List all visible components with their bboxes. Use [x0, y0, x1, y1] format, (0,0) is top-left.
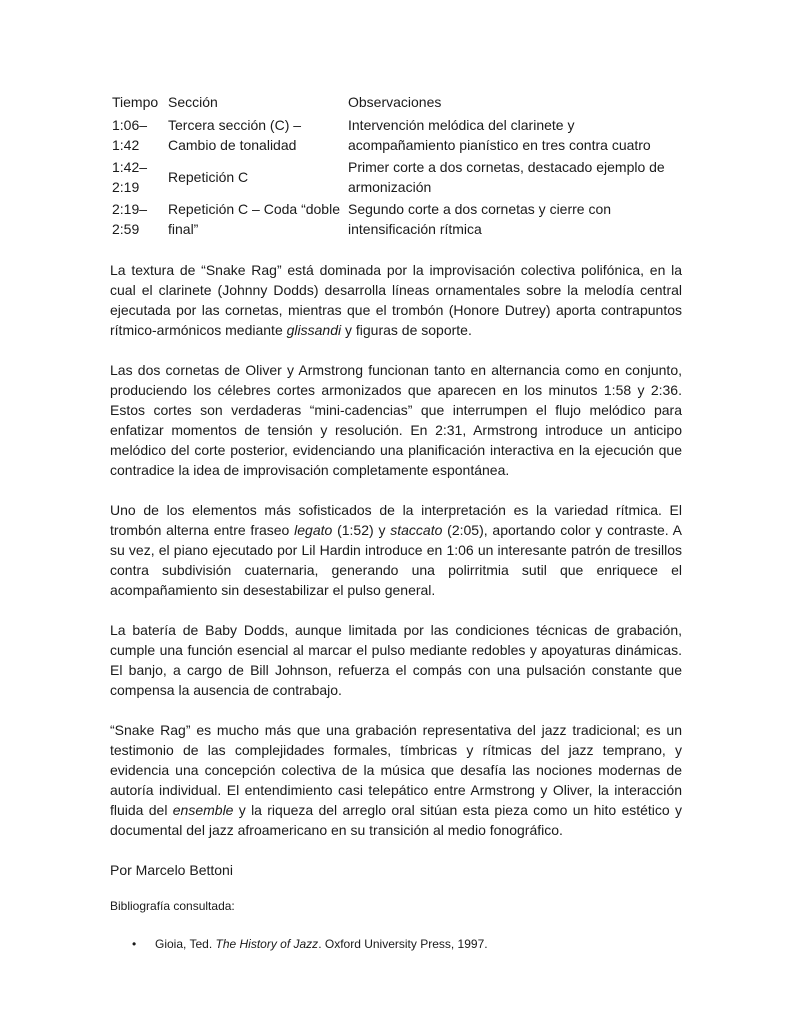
paragraph-cornets: Las dos cornetas de Oliver y Armstrong funcionan tanto en alternancia como en conjunto, produciendo los célebres cortes armonizados que aparecen en los minutos 1:58 y 2:36. Estos cortes son verdaderas “mini-cadencias” que interrumpen el flujo melódico para enfatizar momentos de tensión y resolución. En 2:31, Armstrong introduce un anticipo melódico del corte posterior, evidenciando una planificación interactiva en la ejecución que contradice la idea de improvisación completamente espontánea.: [110, 362, 682, 478]
paragraph-text: (2:05), aportando color y contraste. A su vez, el piano ejecutado por Lil Hardin introduce en 1:06 un interesante patrón de tresillos contra subdivisión cuaternaria, generando una polirritmia sutil que enriquece el acompañamiento sin desestabilizar el pulso general.: [110, 522, 682, 598]
bullet-icon: •: [132, 937, 137, 951]
author-signature: Por Marcelo Bettoni: [110, 862, 233, 878]
cell-notes: Primer corte a dos cornetas, destacado ejemplo de armonización: [348, 159, 665, 195]
paragraph-drums-banjo: La batería de Baby Dodds, aunque limitada por las condiciones técnicas de grabación, cumple una función esencial al marcar el pulso mediante redobles y apoyaturas dinámicas. El banjo, a cargo de Bill Johnson, refuerza el compás con una pulsación constante que compensa la ausencia de contrabajo.: [110, 622, 682, 698]
emphasis-text: staccato: [390, 522, 443, 538]
table-header-row: [112, 92, 682, 115]
cell-time: 2:19– 2:59: [112, 201, 148, 237]
paragraph-rhythm: [110, 500, 682, 600]
paragraph-conclusion: [110, 720, 682, 840]
timeline-table: [112, 92, 682, 241]
list-item: [110, 935, 682, 953]
table-row: [112, 115, 682, 157]
paragraph-text: Uno de los elementos más sofisticados de la interpretación es la variedad rítmica. El trombón alterna entre fraseo: [110, 502, 682, 538]
paragraph-text: y la riqueza del arreglo oral sitúan esta pieza como un hito estético y documental del jazz afroamericano en su transición al medio fonográfico.: [110, 802, 683, 838]
header-section: Sección: [168, 94, 218, 110]
cell-notes: Intervención melódica del clarinete y acompañamiento pianístico en tres contra cuatro: [348, 117, 651, 153]
table-row: [112, 199, 682, 241]
cell-time: 1:42– 2:19: [112, 159, 148, 195]
citation-publisher: . Oxford University Press, 1997.: [318, 937, 488, 951]
cell-section: Tercera sección (C) – Cambio de tonalidad: [168, 117, 302, 153]
header-notes: Observaciones: [348, 94, 442, 110]
emphasis-text: ensemble: [172, 802, 234, 818]
citation-author: Gioia, Ted.: [155, 937, 216, 951]
cell-notes: Segundo corte a dos cornetas y cierre con intensificación rítmica: [348, 201, 612, 237]
paragraph-text: “Snake Rag” es mucho más que una grabación representativa del jazz tradicional; es un testimonio de las complejidades formales, tímbricas y rítmicas del jazz temprano, y evidencia una concepción colectiva de la música que desafía las nociones modernas de autoría individual. El entendimiento casi telepático entre Armstrong y Oliver, la interacción fluida del: [110, 722, 682, 818]
table-row: [112, 157, 682, 199]
paragraph-text: y figuras de soporte.: [341, 322, 472, 338]
header-time: Tiempo: [112, 94, 159, 110]
emphasis-text: glissandi: [286, 322, 342, 338]
paragraph-text: La textura de “Snake Rag” está dominada por la improvisación colectiva polifónica, en la cual el clarinete (Johnny Dodds) desarrolla líneas ornamentales sobre la melodía central ejecutada por las cornetas, mientras que el trombón (Honore Dutrey) aporta contrapuntos rítmico-armónicos mediante: [110, 262, 682, 338]
citation-title: The History of Jazz: [215, 937, 319, 951]
cell-time: 1:06– 1:42: [112, 117, 148, 153]
bibliography-title: Bibliografía consultada:: [110, 899, 235, 913]
paragraph-texture: [110, 260, 682, 340]
document-page: [110, 92, 682, 953]
emphasis-text: legato: [294, 522, 333, 538]
cell-section: Repetición C: [168, 169, 249, 185]
cell-section: Repetición C – Coda “doble final”: [168, 201, 340, 237]
bibliography-list: [110, 935, 682, 953]
paragraph-text: (1:52) y: [332, 522, 391, 538]
